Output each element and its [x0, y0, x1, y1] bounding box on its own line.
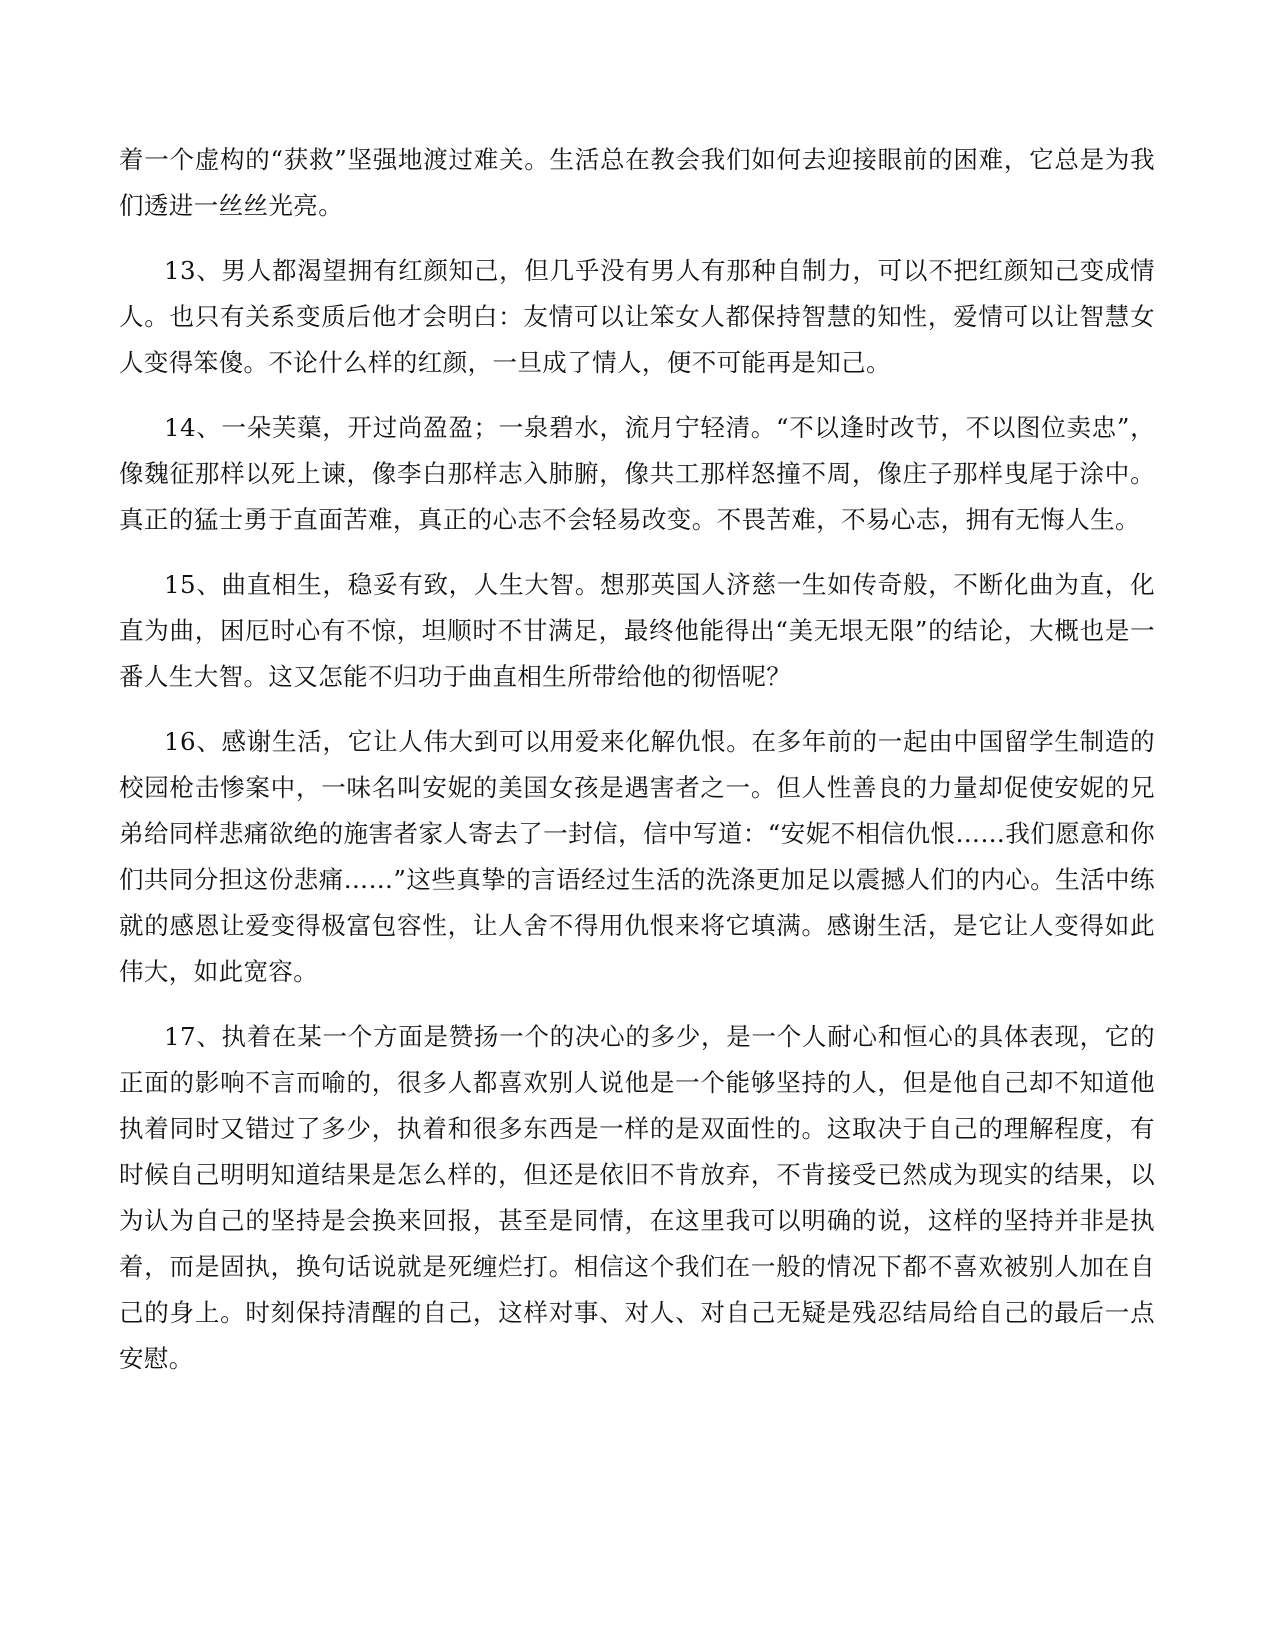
paragraph-continued: 着一个虚构的“获救”坚强地渡过难关。生活总在教会我们如何去迎接眼前的困难，它总是为我们透进一丝丝光亮。	[119, 145, 1155, 220]
paragraph-13: 13、男人都渴望拥有红颜知己，但几乎没有男人有那种自制力，可以不把红颜知己变成情人。也只有关系变质后他才会明白：友情可以让笨女人都保持智慧的知性，爱情可以让智慧女人变得笨傻。不论什么样的红颜，一旦成了情人，便不可能再是知己。	[119, 256, 1155, 377]
paragraph-17: 17、执着在某一个方面是赞扬一个的决心的多少，是一个人耐心和恒心的具体表现，它的正面的影响不言而喻的，很多人都喜欢别人说他是一个能够坚持的人，但是他自己却不知道他执着同时又错过了多少，执着和很多东西是一样的是双面性的。这取决于自己的理解程度，有时候自己明明知道结果是怎么样的，但还是依旧不肯放弃，不肯接受已然成为现实的结果，以为认为自己的坚持是会换来回报，甚至是同情，在这里我可以明确的说，这样的坚持并非是执着，而是固执，换句话说就是死缠烂打。相信这个我们在一般的情况下都不喜欢被别人加在自己的身上。时刻保持清醒的自己，这样对事、对人、对自己无疑是残忍结局给自己的最后一点安慰。	[119, 1022, 1155, 1373]
document-page	[119, 137, 1155, 1401]
paragraph-14: 14、一朵芙蕖，开过尚盈盈；一泉碧水，流月宁轻清。“不以逢时改节，不以图位卖忠”，像魏征那样以死上谏，像李白那样志入肺腑，像共工那样怒撞不周，像庄子那样曳尾于涂中。真正的猛士勇于直面苦难，真正的心志不会轻易改变。不畏苦难，不易心志，拥有无悔人生。	[119, 413, 1155, 534]
paragraph-15: 15、曲直相生，稳妥有致，人生大智。想那英国人济慈一生如传奇般，不断化曲为直，化直为曲，困厄时心有不惊，坦顺时不甘满足，最终他能得出“美无垠无限”的结论，大概也是一番人生大智。这又怎能不归功于曲直相生所带给他的彻悟呢？	[119, 570, 1155, 691]
paragraph-16: 16、感谢生活，它让人伟大到可以用爱来化解仇恨。在多年前的一起由中国留学生制造的校园枪击惨案中，一味名叫安妮的美国女孩是遇害者之一。但人性善良的力量却促使安妮的兄弟给同样悲痛欲绝的施害者家人寄去了一封信，信中写道：“安妮不相信仇恨……我们愿意和你们共同分担这份悲痛……”这些真挚的言语经过生活的洗涤更加足以震撼人们的内心。生活中练就的感恩让爱变得极富包容性，让人舍不得用仇恨来将它填满。感谢生活，是它让人变得如此伟大，如此宽容。	[119, 727, 1155, 986]
